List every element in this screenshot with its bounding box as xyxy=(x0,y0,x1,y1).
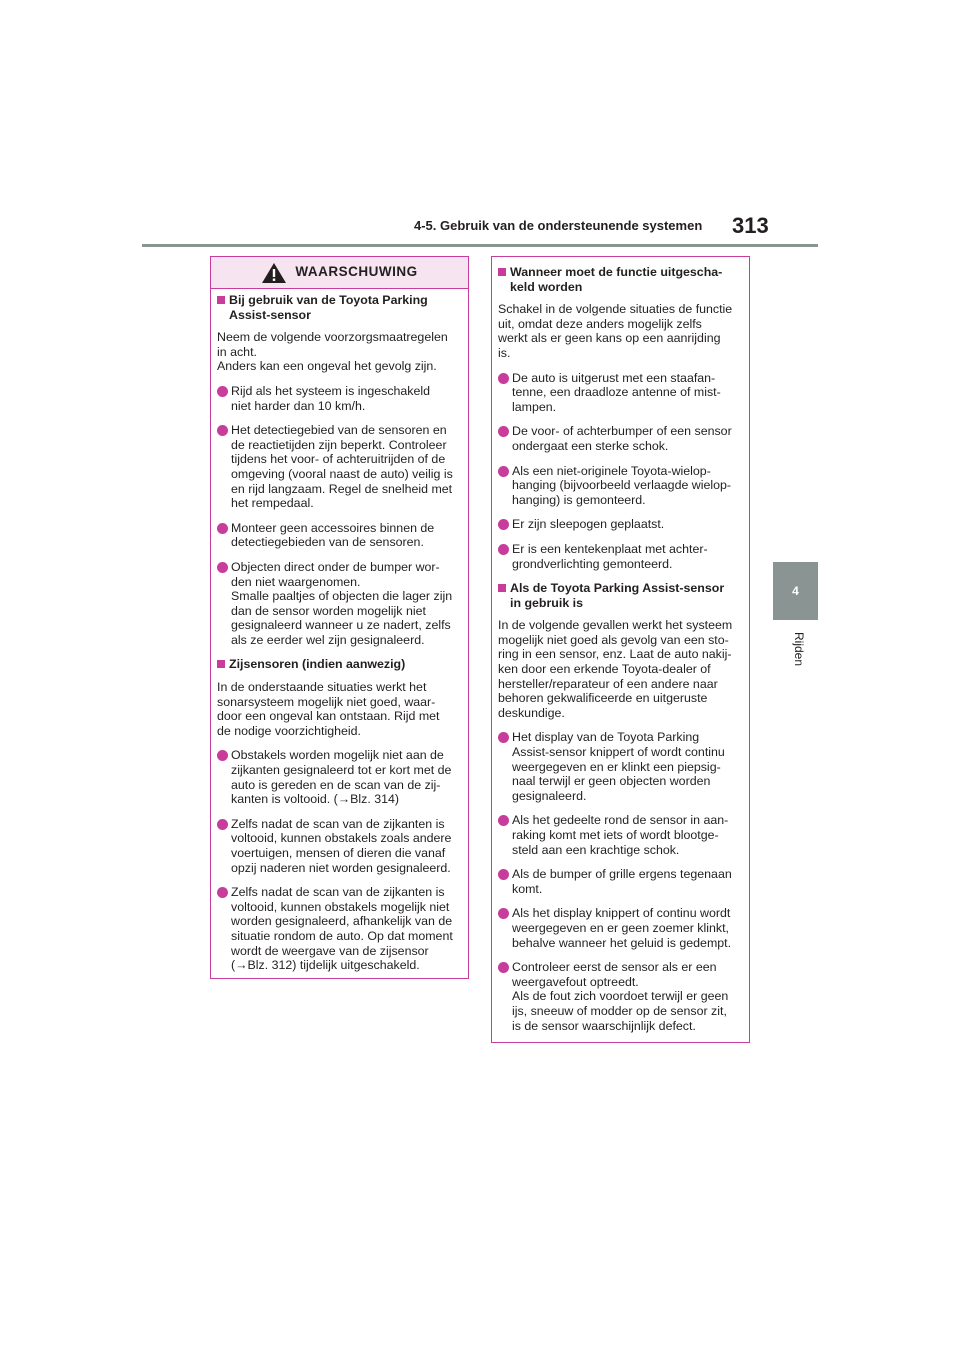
warning-title: WAARSCHUWING xyxy=(295,264,418,280)
round-bullet-icon xyxy=(498,519,509,530)
list-item: Het display van de Toyota Parking Assist-sensor knippert of wordt continu weergegeven en er klinkt een piepsig- naal terwijl er geen objecten worden gesignaleerd. xyxy=(498,730,743,803)
section-heading: Wanneer moet de functie uitgescha- keld worden xyxy=(498,265,743,294)
section-intro: Schakel in de volgende situaties de functie uit, omdat deze anders mogelijk zelfs werkt als er geen kans op een aanrijding is. xyxy=(498,302,733,360)
list-item: Obstakels worden mogelijk niet aan de zijkanten gesignaleerd tot er kort met de auto is gereden en de scan van de zij- kanten is voltooid. (→Blz. 314) xyxy=(217,748,462,806)
square-bullet-icon xyxy=(498,268,506,276)
list-item: Controleer eerst de sensor als er een weergavefout optreedt. Als de fout zich voordoet terwijl er geen ijs, sneeuw of modder op de sensor zit, is de sensor waarschijnlijk defect. xyxy=(498,960,743,1033)
round-bullet-icon xyxy=(217,425,228,436)
list-item: Zelfs nadat de scan van de zijkanten is voltooid, kunnen obstakels mogelijk niet worden gesignaleerd, afhankelijk van de situatie rondom de auto. Op dat moment wordt de weergave van de zijsensor (→Blz. 312) tijdelijk uitgeschakeld. xyxy=(217,885,462,973)
chapter-tab: 4 xyxy=(773,562,818,620)
square-bullet-icon xyxy=(498,584,506,592)
round-bullet-icon xyxy=(217,562,228,573)
warning-body xyxy=(211,289,468,973)
list-item: Monteer geen accessoires binnen de detectiegebieden van de sensoren. xyxy=(217,521,462,550)
warning-triangle-icon xyxy=(261,262,287,284)
round-bullet-icon xyxy=(498,869,509,880)
round-bullet-icon xyxy=(498,732,509,743)
section-intro: Neem de volgende voorzorgsmaatregelen in acht. Anders kan een ongeval het gevolg zijn. xyxy=(217,330,448,374)
list-item: Objecten direct onder de bumper wor- den niet waargenomen. Smalle paaltjes of objecten die lager zijn dan de sensor worden mogelijk niet gesignaleerd wanneer u ze nadert, zelfs als ze eerder wel zijn gesignaleerd. xyxy=(217,560,462,648)
list-item: Rijd als het systeem is ingeschakeld niet harder dan 10 km/h. xyxy=(217,384,462,413)
round-bullet-icon xyxy=(217,386,228,397)
list-item: De auto is uitgerust met een staafan- tenne, een draadloze antenne of mist- lampen. xyxy=(498,371,743,415)
square-bullet-icon xyxy=(217,660,225,668)
round-bullet-icon xyxy=(498,815,509,826)
list-item: Als een niet-originele Toyota-wielop- hanging (bijvoorbeeld verlaagde wielop- hanging) is gemonteerd. xyxy=(498,464,743,508)
section-intro: In de onderstaande situaties werkt het sonarsysteem mogelijk niet goed, waar- door een ongeval kan ontstaan. Rijd met de nodige voorzichtigheid. xyxy=(217,680,440,738)
list-item: Zelfs nadat de scan van de zijkanten is voltooid, kunnen obstakels zoals andere voertuigen, mensen of dieren die vanaf opzij naderen niet worden gesignaleerd. xyxy=(217,817,462,875)
list-item: Het detectiegebied van de sensoren en de reactietijden zijn beperkt. Controleer tijdens het voor- of achteruitrijden of de omgeving (vooral naast de auto) veilig is en rijd langzaam. Regel de snelheid met het rempedaal. xyxy=(217,423,462,511)
round-bullet-icon xyxy=(498,466,509,477)
list-item: Als de bumper of grille ergens tegenaan komt. xyxy=(498,867,743,896)
round-bullet-icon xyxy=(217,523,228,534)
round-bullet-icon xyxy=(217,887,228,898)
round-bullet-icon xyxy=(498,426,509,437)
list-item: De voor- of achterbumper of een sensor ondergaat een sterke schok. xyxy=(498,424,743,453)
list-item: Er zijn sleepogen geplaatst. xyxy=(498,517,743,532)
info-body xyxy=(492,257,749,1033)
list-item: Er is een kentekenplaat met achter- grondverlichting gemonteerd. xyxy=(498,542,743,571)
header-divider xyxy=(142,244,818,247)
round-bullet-icon xyxy=(498,962,509,973)
round-bullet-icon xyxy=(498,373,509,384)
section-heading: Zijsensoren (indien aanwezig) xyxy=(217,657,462,672)
section-intro: In de volgende gevallen werkt het systeem mogelijk niet goed als gevolg van een sto- ring in een sensor, enz. Laat de auto nakij- ken door een erkende Toyota-dealer of hersteller/reparateur of een andere naar behoren gekwalificeerde en uitgeruste deskundige. xyxy=(498,618,733,720)
section-title: 4-5. Gebruik van de ondersteunende systemen xyxy=(414,218,703,233)
section-heading: Bij gebruik van de Toyota Parking Assist-sensor xyxy=(217,293,462,322)
page-number: 313 xyxy=(732,213,769,238)
round-bullet-icon xyxy=(217,819,228,830)
info-box xyxy=(491,256,750,1043)
round-bullet-icon xyxy=(217,750,228,761)
warning-header xyxy=(211,257,468,289)
list-item: Als het display knippert of continu wordt weergegeven en er geen zoemer klinkt, behalve wanneer het geluid is gedempt. xyxy=(498,906,743,950)
chapter-label: Rijden xyxy=(792,632,806,667)
square-bullet-icon xyxy=(217,296,225,304)
round-bullet-icon xyxy=(498,544,509,555)
round-bullet-icon xyxy=(498,908,509,919)
warning-box xyxy=(210,256,469,979)
section-heading: Als de Toyota Parking Assist-sensor in gebruik is xyxy=(498,581,743,610)
list-item: Als het gedeelte rond de sensor in aan- raking komt met iets of wordt blootge- steld aan een krachtige schok. xyxy=(498,813,743,857)
